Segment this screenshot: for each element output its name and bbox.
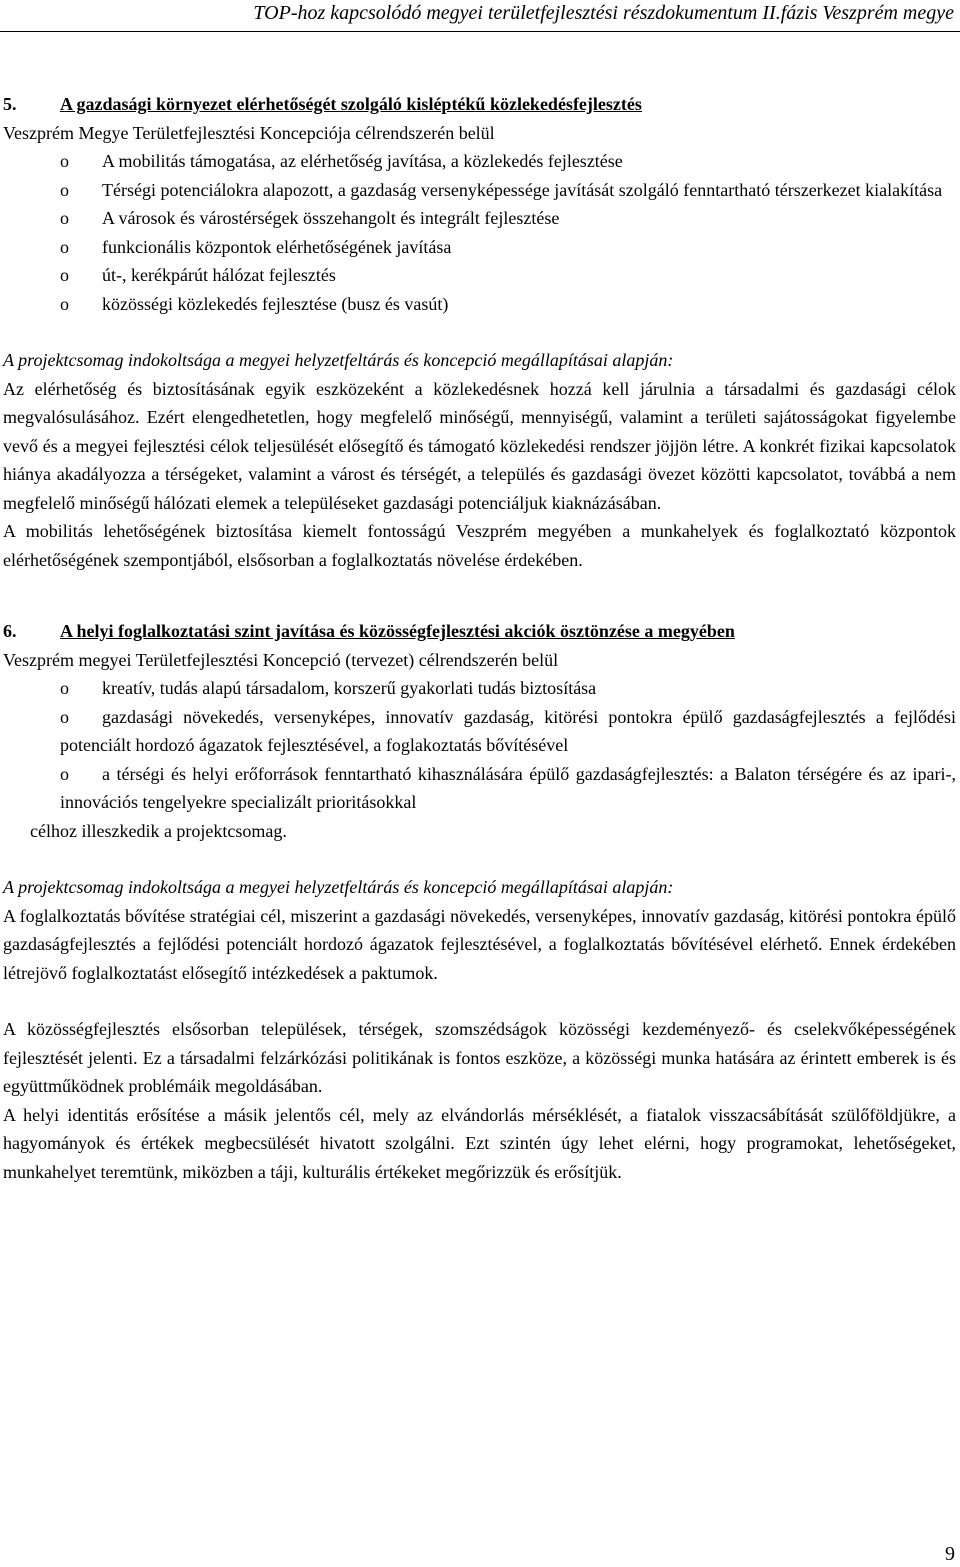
list-item: o A városok és várostérségek összehangolt és integrált fejlesztése (3, 204, 956, 233)
page-number: 9 (945, 1543, 955, 1565)
bullet-marker: o (60, 265, 69, 285)
section-6-paragraph: A helyi identitás erősítése a másik jelentős cél, mely az elvándorlás mérséklését, a fiatalok visszacsábítását szülőföldjükre, a hagyományok és értékek megbecsülését hivatott szolgálni. Ezt szintén úgy lehet elérni, hogy programokat, lehetőségeket, munkahelyet teremtünk, miközben a táji, kulturális értékeket megőrizzük és erősítjük. (3, 1104, 956, 1182)
spacer (3, 845, 956, 873)
bullet-marker: o (60, 706, 69, 727)
section-5-title: A gazdasági környezet elérhetőségét szolgáló kisléptékű közlekedésfejlesztés (60, 94, 642, 114)
section-5-heading (3, 90, 956, 119)
list-item: o A mobilitás támogatása, az elérhetőség javítása, a közlekedés fejlesztése (3, 147, 956, 176)
list-item: o kreatív, tudás alapú társadalom, korszerű gyakorlati tudás biztosítása (3, 674, 956, 703)
section-6-paragraph: A foglalkoztatás bővítése stratégiai cél, miszerint a gazdasági növekedés, versenyképes, innovatív gazdaság, kitörési pontokra épülő gazdaságfejlesztés a fejlődési potenciált hordozó ágazatok fejlesztésével, a foglalkoztatás bővítésével elérhető. Ennek érdekében létrejövő foglalkoztatást elősegítő intézkedések a paktumok. (3, 905, 956, 983)
bullet-marker: o (60, 763, 69, 784)
section-6-closing: célhoz illeszkedik a projektcsomag. (30, 820, 287, 841)
list-item: o gazdasági növekedés, versenyképes, innovatív gazdaság, kitörési pontokra épülő gazdaságfejlesztés a fejlődési potenciált hordozó ágazatok fejlesztésével, a foglakoztatás bővítésével (3, 703, 956, 760)
list-item: o Térségi potenciálokra alapozott, a gazdaság versenyképessége javítását szolgáló fenntartható térszerkezet kialakítása (3, 176, 956, 205)
section-6-bullet-list (3, 674, 956, 817)
bullet-marker: o (60, 208, 69, 228)
spacer (3, 987, 956, 1015)
section-5-justification-heading: A projektcsomag indokoltsága a megyei helyzetfeltárás és koncepció megállapításai alapján: (3, 350, 674, 370)
section-5-paragraph: A mobilitás lehetőségének biztosítása kiemelt fontosságú Veszprém megyében a munkahelyek és foglalkoztató központok elérhetőségének szempontjából, elsősorban a foglalkoztatás növelése érdekében. (3, 521, 956, 570)
section-5-paragraph: Az elérhetőség és biztosításának egyik eszközeként a közlekedésnek hozzá kell járulnia a társadalmi és gazdasági célok megvalósulásához. Ezért elengedhetetlen, hogy megfelelő minőségű, mennyiségű, valamint a területi sajátosságokat figyelembe vevő és a megyei fejlesztési célok teljesülését elősegítő és támogató közlekedési rendszer jöjjön létre. A konkrét fizikai kapcsolatok hiánya akadályozza a térségeket, valamint a várost és térségét, a település és gazdasági övezet közötti kapcsolatot, továbbá a nem megfelelő minőségű hálózati elemek a településeket gazdasági potenciáljuk kiaknázásában. (3, 378, 956, 513)
section-6-number: 6. (3, 621, 17, 641)
section-6-title: A helyi foglalkoztatási szint javítása és közösségfejlesztési akciók ösztönzése a megyében (60, 621, 735, 641)
running-header: TOP-hoz kapcsolódó megyei területfejlesztési részdokumentum II.fázis Veszprém megye (253, 2, 954, 24)
bullet-marker: o (60, 236, 69, 257)
section-5-intro: Veszprém Megye Területfejlesztési Koncepciója célrendszerén belül (3, 122, 495, 143)
section-5-number: 5. (3, 94, 17, 114)
section-6-intro: Veszprém megyei Területfejlesztési Koncepció (tervezet) célrendszerén belül (3, 649, 559, 670)
bullet-marker: o (60, 179, 69, 200)
spacer (3, 318, 956, 346)
header-rule (0, 31, 960, 32)
section-5-bullet-list (3, 147, 956, 318)
list-item: o közösségi közlekedés fejlesztése (busz és vasút) (3, 290, 956, 319)
list-item: o a térségi és helyi erőforrások fenntartható kihasználására épülő gazdaságfejlesztés: a Balaton térségére és az ipari-, innovációs tengelyekre specializált prioritásokkal (3, 760, 956, 817)
bullet-marker: o (60, 293, 69, 314)
document-body (3, 90, 956, 1186)
list-item: o funkcionális központok elérhetőségének javítása (3, 233, 956, 262)
spacer (3, 574, 956, 617)
bullet-marker: o (60, 151, 69, 171)
section-6-paragraph: A közösségfejlesztés elsősorban települések, térségek, szomszédságok közösségi kezdeményező- és cselekvőképességének fejlesztését jelenti. Ez a társadalmi felzárkózási politikának is fontos eszköze, a közösségi munka hatására az érintett emberek is és együttműködnek problémáik megoldásában. (3, 1019, 956, 1096)
list-item: o út-, kerékpárút hálózat fejlesztés (3, 261, 956, 290)
section-6-justification-heading: A projektcsomag indokoltsága a megyei helyzetfeltárás és koncepció megállapításai alapján: (3, 877, 674, 897)
bullet-marker: o (60, 678, 69, 698)
section-6-heading (3, 617, 956, 646)
